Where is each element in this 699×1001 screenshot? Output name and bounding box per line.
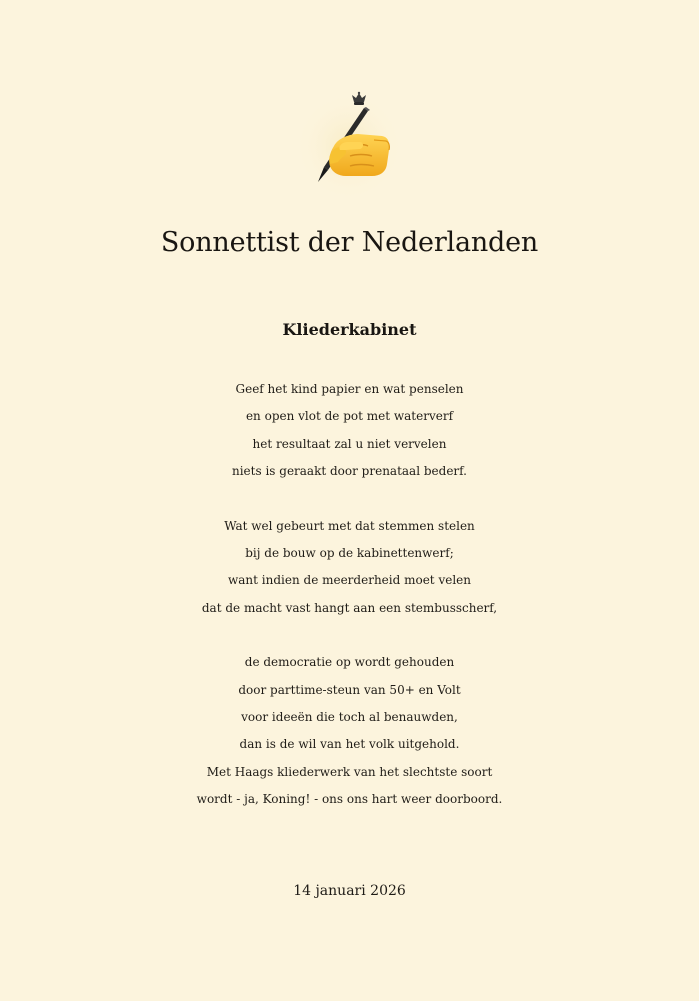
poem-date: 14 januari 2026 — [293, 883, 406, 899]
poem-line: Wat wel gebeurt met dat stemmen stelen — [224, 518, 475, 533]
site-title: Sonnettist der Nederlanden — [160, 227, 539, 258]
poem-line: Met Haags kliederwerk van het slechtste soort — [206, 764, 493, 779]
poem-line: voor ideeën die toch al benauwden, — [241, 709, 458, 724]
poem-line: de democratie op wordt gehouden — [244, 655, 455, 670]
poem-line: wordt - ja, Koning! - ons ons hart weer doorboord. — [196, 792, 503, 807]
poem-line: en open vlot de pot met waterverf — [245, 409, 454, 424]
poem-line: dat de macht vast hangt aan een stembusscherf, — [201, 600, 498, 615]
poem-line: want indien de meerderheid moet velen — [227, 573, 471, 588]
poem-line: door parttime-steun van 50+ en Volt — [238, 682, 461, 697]
stanza-3 — [0, 649, 699, 813]
stanza-1 — [0, 376, 699, 486]
poem-line: bij de bouw op de kabinettenwerf; — [245, 545, 454, 560]
poem-line: Geef het kind papier en wat penselen — [235, 382, 464, 396]
poem-body — [0, 376, 699, 813]
poem-title: Kliederkabinet — [282, 320, 417, 339]
poem-line: niets is geraakt door prenataal bederf. — [231, 464, 467, 479]
poem-line: dan is de wil van het volk uitgehold. — [239, 737, 460, 752]
poem-line: het resultaat zal u niet vervelen — [252, 436, 447, 451]
stanza-2 — [0, 513, 699, 623]
writing-hand-crown-icon — [294, 86, 404, 196]
